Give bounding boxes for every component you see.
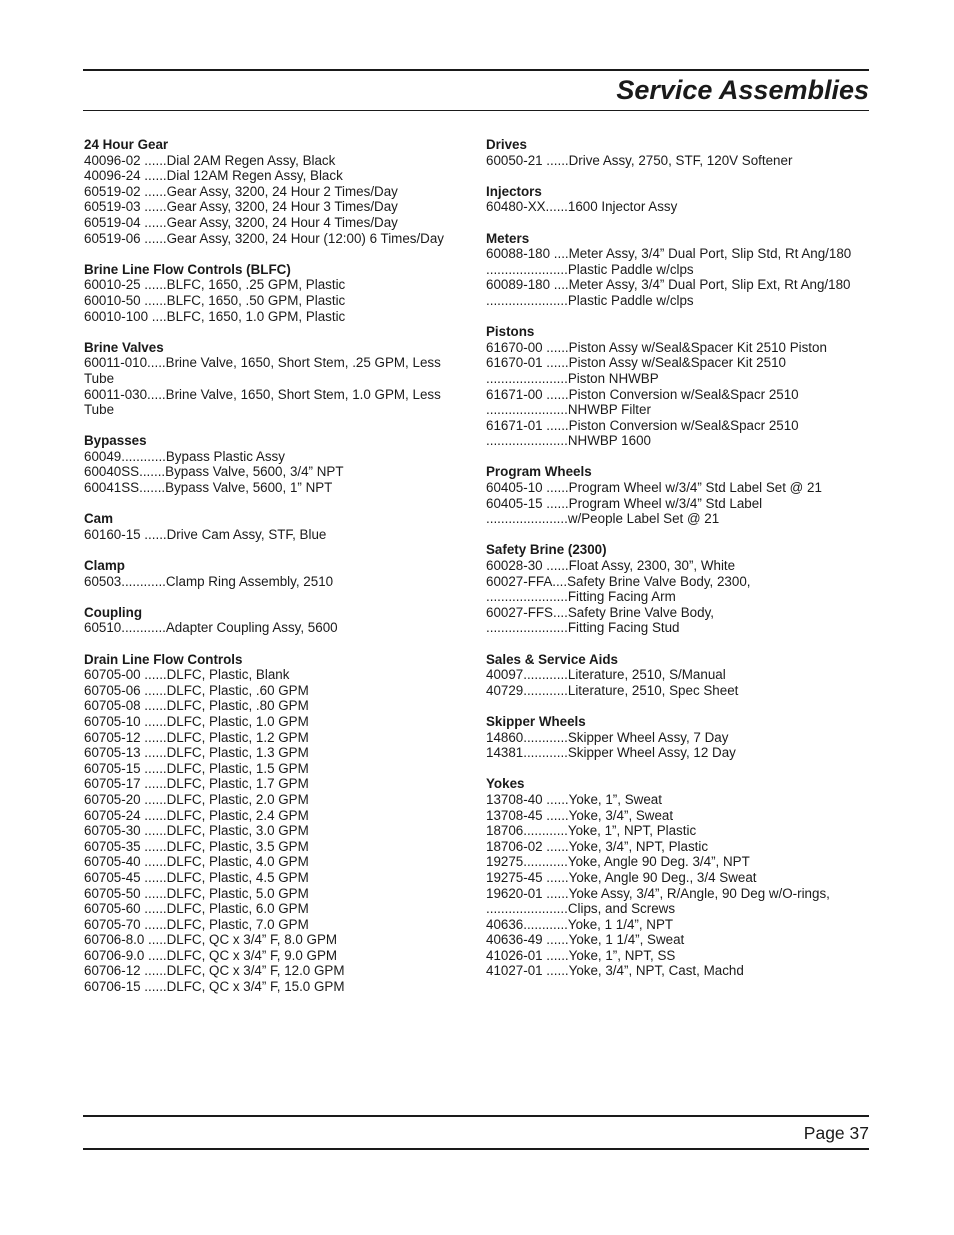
part-entry: ......................Fitting Facing Arm bbox=[486, 589, 676, 605]
part-entry: 60706-12 ......DLFC, QC x 3/4” F, 12.0 GPM bbox=[84, 963, 345, 979]
parts-section bbox=[84, 137, 464, 246]
part-entry: 19275............Yoke, Angle 90 Deg. 3/4”, NPT bbox=[486, 854, 750, 870]
part-entry: 60519-04 ......Gear Assy, 3200, 24 Hour 4 Times/Day bbox=[84, 214, 398, 230]
part-entry: 60050-21 ......Drive Assy, 2750, STF, 120V Softener bbox=[486, 152, 793, 168]
part-entry: 60160-15 ......Drive Cam Assy, STF, Blue bbox=[84, 526, 327, 542]
part-entry: 60011-030.....Brine Valve, 1650, Short Stem, 1.0 GPM, Less Tube bbox=[84, 386, 445, 418]
left-column bbox=[84, 137, 464, 1010]
part-entry: 60705-06 ......DLFC, Plastic, .60 GPM bbox=[84, 682, 309, 698]
part-entry: 60503............Clamp Ring Assembly, 2510 bbox=[84, 573, 334, 589]
part-entry: 60705-12 ......DLFC, Plastic, 1.2 GPM bbox=[84, 729, 309, 745]
part-entry: 60705-00 ......DLFC, Plastic, Blank bbox=[84, 667, 290, 683]
right-column bbox=[486, 137, 870, 995]
section-title: Brine Line Flow Controls (BLFC) bbox=[84, 261, 291, 277]
part-entry: 60705-15 ......DLFC, Plastic, 1.5 GPM bbox=[84, 760, 309, 776]
parts-section bbox=[486, 231, 870, 309]
header-bottom-rule bbox=[83, 110, 869, 111]
footer-bottom-rule bbox=[83, 1148, 869, 1150]
section-title: 24 Hour Gear bbox=[84, 137, 169, 152]
part-entry: 13708-45 ......Yoke, 3/4”, Sweat bbox=[486, 807, 674, 823]
page-title: Service Assemblies bbox=[616, 75, 869, 105]
footer-top-rule bbox=[83, 1115, 869, 1117]
parts-section bbox=[486, 324, 870, 449]
part-entry: 60480-XX......1600 Injector Assy bbox=[486, 199, 678, 215]
part-entry: 19275-45 ......Yoke, Angle 90 Deg., 3/4 Sweat bbox=[486, 869, 757, 885]
parts-section bbox=[486, 652, 870, 699]
parts-section bbox=[84, 262, 464, 324]
section-title: Yokes bbox=[486, 776, 525, 792]
header-top-rule bbox=[83, 69, 869, 71]
parts-section bbox=[84, 558, 464, 589]
part-entry: 60027-FFA....Safety Brine Valve Body, 2300, bbox=[486, 573, 751, 589]
part-entry: 60049............Bypass Plastic Assy bbox=[84, 448, 285, 464]
part-entry: ......................w/People Label Set @ 21 bbox=[486, 511, 720, 527]
section-title: Injectors bbox=[486, 183, 542, 199]
part-entry: ......................Plastic Paddle w/clps bbox=[486, 261, 694, 277]
section-title: Clamp bbox=[84, 558, 125, 574]
section-title: Program Wheels bbox=[486, 464, 592, 480]
section-title: Bypasses bbox=[84, 433, 147, 449]
part-entry: 60010-100 ....BLFC, 1650, 1.0 GPM, Plastic bbox=[84, 308, 346, 324]
section-title: Drain Line Flow Controls bbox=[84, 651, 243, 667]
part-entry: 60040SS.......Bypass Valve, 5600, 3/4” NPT bbox=[84, 464, 344, 480]
part-entry: 60519-02 ......Gear Assy, 3200, 24 Hour 2 Times/Day bbox=[84, 183, 398, 199]
parts-section bbox=[486, 714, 870, 761]
part-entry: 41026-01 ......Yoke, 1”, NPT, SS bbox=[486, 947, 676, 963]
parts-section bbox=[84, 511, 464, 542]
part-entry: 60705-17 ......DLFC, Plastic, 1.7 GPM bbox=[84, 776, 309, 792]
part-entry: 60705-24 ......DLFC, Plastic, 2.4 GPM bbox=[84, 807, 309, 823]
part-entry: 61670-01 ......Piston Assy w/Seal&Spacer Kit 2510 bbox=[486, 355, 786, 371]
parts-section bbox=[486, 776, 870, 979]
part-entry: 60705-45 ......DLFC, Plastic, 4.5 GPM bbox=[84, 869, 309, 885]
part-entry: 40096-24 ......Dial 12AM Regen Assy, Black bbox=[84, 168, 343, 184]
section-title: Drives bbox=[486, 137, 527, 152]
part-entry: 61671-01 ......Piston Conversion w/Seal&Spacr 2510 bbox=[486, 417, 799, 433]
parts-section bbox=[84, 433, 464, 495]
part-entry: 13708-40 ......Yoke, 1”, Sweat bbox=[486, 791, 662, 807]
part-entry: 60705-60 ......DLFC, Plastic, 6.0 GPM bbox=[84, 901, 309, 917]
part-entry: 40636............Yoke, 1 1/4”, NPT bbox=[486, 916, 674, 932]
part-entry: 60010-25 ......BLFC, 1650, .25 GPM, Plastic bbox=[84, 277, 346, 293]
part-entry: 60041SS.......Bypass Valve, 5600, 1” NPT bbox=[84, 480, 333, 496]
part-entry: 60706-9.0 .....DLFC, QC x 3/4” F, 9.0 GPM bbox=[84, 947, 338, 963]
part-entry: 60089-180 ....Meter Assy, 3/4” Dual Port, Slip Ext, Rt Ang/180 bbox=[486, 277, 851, 293]
parts-section bbox=[84, 652, 464, 995]
part-entry: 40096-02 ......Dial 2AM Regen Assy, Black bbox=[84, 152, 336, 168]
section-title: Coupling bbox=[84, 604, 143, 620]
part-entry: 60705-30 ......DLFC, Plastic, 3.0 GPM bbox=[84, 823, 309, 839]
parts-section bbox=[486, 464, 870, 526]
section-title: Cam bbox=[84, 511, 114, 527]
part-entry: 19620-01 ......Yoke Assy, 3/4”, R/Angle, 90 Deg w/O-rings, bbox=[486, 885, 830, 901]
part-entry: 41027-01 ......Yoke, 3/4”, NPT, Cast, Machd bbox=[486, 963, 744, 979]
part-entry: 60028-30 ......Float Assy, 2300, 30”, White bbox=[486, 558, 736, 574]
part-entry: ......................NHWBP Filter bbox=[486, 402, 651, 418]
section-title: Sales & Service Aids bbox=[486, 651, 618, 667]
part-entry: 60405-10 ......Program Wheel w/3/4” Std Label Set @ 21 bbox=[486, 480, 822, 496]
part-entry: 60010-50 ......BLFC, 1650, .50 GPM, Plastic bbox=[84, 292, 346, 308]
section-title: Safety Brine (2300) bbox=[486, 542, 607, 558]
part-entry: 60011-010.....Brine Valve, 1650, Short Stem, .25 GPM, Less Tube bbox=[84, 355, 445, 386]
part-entry: ......................NHWBP 1600 bbox=[486, 433, 651, 449]
part-entry: 40729............Literature, 2510, Spec Sheet bbox=[486, 682, 739, 698]
part-entry: 60405-15 ......Program Wheel w/3/4” Std Label bbox=[486, 495, 763, 511]
part-entry: 60705-35 ......DLFC, Plastic, 3.5 GPM bbox=[84, 838, 309, 854]
part-entry: ......................Clips, and Screws bbox=[486, 901, 676, 917]
parts-section bbox=[486, 137, 870, 168]
part-entry: 60705-08 ......DLFC, Plastic, .80 GPM bbox=[84, 698, 309, 714]
part-entry: 40636-49 ......Yoke, 1 1/4”, Sweat bbox=[486, 932, 685, 948]
part-entry: ......................Fitting Facing Stud bbox=[486, 620, 680, 636]
part-entry: 60519-03 ......Gear Assy, 3200, 24 Hour 3 Times/Day bbox=[84, 199, 398, 215]
part-entry: 60510............Adapter Coupling Assy, 5600 bbox=[84, 620, 338, 636]
part-entry: 60706-8.0 .....DLFC, QC x 3/4” F, 8.0 GPM bbox=[84, 932, 338, 948]
part-entry: 14381............Skipper Wheel Assy, 12 Day bbox=[486, 745, 736, 761]
parts-section bbox=[486, 184, 870, 215]
part-entry: 60705-20 ......DLFC, Plastic, 2.0 GPM bbox=[84, 791, 309, 807]
part-entry: 60705-40 ......DLFC, Plastic, 4.0 GPM bbox=[84, 854, 309, 870]
part-entry: 60706-15 ......DLFC, QC x 3/4” F, 15.0 GPM bbox=[84, 979, 345, 995]
part-entry: ......................Piston NHWBP bbox=[486, 370, 659, 386]
part-entry: 60705-50 ......DLFC, Plastic, 5.0 GPM bbox=[84, 885, 309, 901]
section-title: Pistons bbox=[486, 324, 535, 340]
section-title: Brine Valves bbox=[84, 339, 164, 355]
part-entry: 60705-70 ......DLFC, Plastic, 7.0 GPM bbox=[84, 916, 309, 932]
part-entry: ......................Plastic Paddle w/clps bbox=[486, 292, 694, 308]
part-entry: 60088-180 ....Meter Assy, 3/4” Dual Port, Slip Std, Rt Ang/180 bbox=[486, 246, 852, 262]
page-number: Page 37 bbox=[803, 1123, 869, 1143]
section-title: Skipper Wheels bbox=[486, 713, 586, 729]
parts-section bbox=[84, 340, 464, 418]
part-entry: 40097............Literature, 2510, S/Manual bbox=[486, 667, 726, 683]
part-entry: 60705-10 ......DLFC, Plastic, 1.0 GPM bbox=[84, 713, 309, 729]
part-entry: 14860............Skipper Wheel Assy, 7 Day bbox=[486, 729, 729, 745]
part-entry: 18706-02 ......Yoke, 3/4”, NPT, Plastic bbox=[486, 838, 709, 854]
part-entry: 61670-00 ......Piston Assy w/Seal&Spacer Kit 2510 Piston bbox=[486, 339, 827, 355]
part-entry: 60519-06 ......Gear Assy, 3200, 24 Hour (12:00) 6 Times/Day bbox=[84, 230, 444, 246]
parts-section bbox=[84, 605, 464, 636]
section-title: Meters bbox=[486, 230, 530, 246]
part-entry: 18706............Yoke, 1”, NPT, Plastic bbox=[486, 823, 697, 839]
parts-section bbox=[486, 542, 870, 636]
part-entry: 61671-00 ......Piston Conversion w/Seal&Spacr 2510 bbox=[486, 386, 799, 402]
part-entry: 60027-FFS....Safety Brine Valve Body, bbox=[486, 604, 714, 620]
part-entry: 60705-13 ......DLFC, Plastic, 1.3 GPM bbox=[84, 745, 309, 761]
